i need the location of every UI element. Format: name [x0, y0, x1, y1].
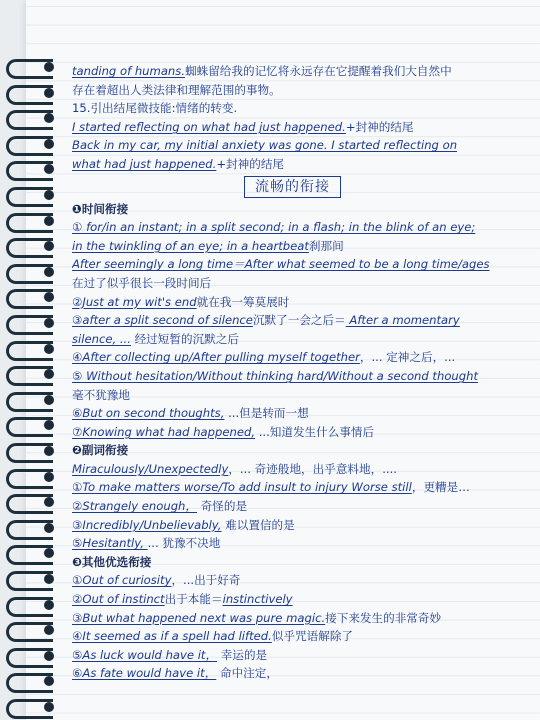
english-phrase: ⑤As luck would have it，	[72, 647, 218, 662]
chinese-text: 出于本能＝	[164, 592, 223, 607]
chinese-text: ，... 奇迹般地，出乎意料地，....	[228, 461, 397, 476]
ring-hole	[44, 267, 54, 277]
chinese-text: ，...出于好奇	[171, 573, 241, 588]
english-phrase: tanding of humans.	[72, 64, 185, 78]
list-item: ⑤ Without hesitation/Without thinking hard/Without a second thought	[72, 368, 479, 383]
chinese-text: 难以置信的是	[221, 517, 295, 532]
binding-ring	[6, 645, 58, 667]
chinese-text: 幸运的是	[217, 647, 268, 662]
binding-ring	[6, 133, 58, 155]
section-note: 15.引出结尾微技能:情绪的转变.	[72, 101, 238, 116]
section-title: 流畅的衔接	[244, 176, 341, 198]
ring-hole	[44, 446, 54, 456]
list-item: ① for/in an instant; in a split second; in a flash; in the blink of an eye;	[72, 220, 476, 235]
english-phrase: ⑤Hesitantly,	[72, 536, 148, 551]
english-phrase: ②Out of instinct	[72, 592, 165, 607]
list-item	[72, 330, 534, 349]
english-phrase: ③Incredibly/Unbelievably,	[72, 517, 222, 532]
list-item	[72, 311, 534, 330]
chinese-text: +封神的结尾	[216, 156, 285, 171]
english-phrase: ③But what happened next was pure magic.	[72, 610, 326, 625]
binding-ring	[6, 235, 58, 257]
binding-ring	[6, 568, 58, 590]
english-phrase: ⑦Knowing what had happened,	[72, 424, 256, 439]
notes-content	[72, 62, 534, 683]
english-phrase: I started reflecting on what had just happened.	[72, 119, 346, 134]
binding-ring	[6, 56, 58, 78]
note-line	[72, 62, 534, 81]
chinese-text: 蜘蛛留给我的记忆将永远存在它提醒着我们大自然中	[185, 64, 452, 78]
binding-ring	[6, 517, 58, 539]
spiral-binding	[0, 0, 60, 720]
binding-ring	[6, 440, 58, 462]
list-item	[72, 516, 534, 535]
english-phrase: ④It seemed as if a spell had lifted.	[72, 629, 272, 644]
list-item	[72, 590, 534, 609]
binding-ring	[6, 312, 58, 334]
chinese-text: 沉默了一会之后＝	[252, 313, 346, 328]
english-phrase: ⑥As fate would have it，	[72, 666, 217, 681]
english-phrase: Miraculously/Unexpectedly	[72, 461, 229, 476]
english-phrase: ⑥But on second thoughts,	[72, 406, 225, 421]
english-phrase: instinctively	[222, 592, 293, 607]
list-item	[72, 478, 534, 497]
ring-hole	[44, 472, 54, 482]
chinese-text: 接下来发生的非常奇妙	[325, 610, 442, 625]
chinese-text: 奇怪的是	[197, 499, 248, 514]
ring-hole	[44, 62, 54, 72]
note-line	[72, 155, 534, 174]
list-item	[72, 627, 534, 646]
english-phrase: ②Just at my wit's end	[72, 294, 197, 309]
ring-hole	[44, 600, 54, 610]
chinese-text: 经过短暂的沉默之后	[130, 331, 239, 346]
chinese-text: +封神的结尾	[345, 119, 414, 134]
binding-ring	[6, 389, 58, 411]
english-phrase: ④After collecting up/After pulling myself together	[72, 350, 360, 365]
ring-hole	[44, 216, 54, 226]
chinese-text: 毫不犹豫地	[72, 387, 130, 402]
ring-hole	[44, 318, 54, 328]
binding-ring	[6, 210, 58, 232]
list-item	[72, 423, 534, 442]
english-phrase: ③after a split second of silence	[72, 313, 253, 328]
chinese-text: ，... 定神之后，...	[359, 350, 456, 365]
binding-ring	[6, 286, 58, 308]
chinese-text: ...但是转而一想	[224, 406, 309, 421]
binding-ring	[6, 82, 58, 104]
chinese-text: 在过了似乎很长一段时间后	[72, 275, 212, 290]
chinese-text: ...知道发生什么事情后	[255, 424, 375, 439]
binding-ring	[6, 363, 58, 385]
ring-hole	[44, 523, 54, 533]
english-phrase: After a momentary	[345, 313, 460, 328]
list-item: After seemingly a long time＝After what seemed to be a long time/ages	[72, 257, 490, 272]
binding-ring	[6, 491, 58, 513]
note-line: 存在着超出人类法律和理解范围的事物。	[72, 82, 281, 97]
chinese-text: 命中注定，	[216, 666, 278, 681]
binding-ring	[6, 594, 58, 616]
list-item	[72, 609, 534, 628]
binding-ring	[6, 670, 58, 692]
list-item	[72, 460, 534, 479]
ring-hole	[44, 651, 54, 661]
binding-ring	[6, 184, 58, 206]
list-item	[72, 348, 534, 367]
english-phrase: ①Out of curiosity	[72, 573, 172, 588]
ring-hole	[44, 574, 54, 584]
english-phrase: in the twinkling of an eye; in a heartbeat	[72, 238, 309, 253]
ring-hole	[44, 139, 54, 149]
heading-adverb: ❷副词衔接	[72, 443, 129, 458]
english-phrase: what had just happened.	[72, 156, 217, 171]
binding-ring	[6, 619, 58, 641]
chinese-text: 刹那间	[308, 238, 344, 253]
binding-ring	[6, 466, 58, 488]
list-item	[72, 646, 534, 665]
ring-hole	[44, 88, 54, 98]
ring-hole	[44, 395, 54, 405]
binding-ring	[6, 542, 58, 564]
note-line: Back in my car, my initial anxiety was gone. I started reflecting on	[72, 138, 458, 153]
chinese-text: ... 犹豫不决地	[147, 536, 221, 551]
list-item	[72, 237, 534, 256]
note-line	[72, 118, 534, 137]
binding-ring	[6, 107, 58, 129]
english-phrase: ①To make matters worse/To add insult to injury Worse still	[72, 480, 412, 495]
binding-ring	[6, 158, 58, 180]
ring-hole	[44, 190, 54, 200]
ring-hole	[44, 344, 54, 354]
english-phrase: silence, ...	[72, 331, 131, 346]
list-item	[72, 497, 534, 516]
list-item	[72, 534, 534, 553]
heading-other: ❸其他优选衔接	[72, 554, 152, 569]
chinese-text: ，更糟是…	[411, 480, 470, 495]
heading-time: ❶时间衔接	[72, 201, 129, 216]
chinese-text: 似乎咒语解除了	[271, 629, 354, 644]
list-item	[72, 664, 534, 683]
binding-ring	[6, 696, 58, 718]
binding-ring	[6, 338, 58, 360]
english-phrase: ②Strangely enough，	[72, 499, 198, 514]
ring-hole	[44, 702, 54, 712]
chinese-text: 就在我一筹莫展时	[196, 294, 290, 309]
list-item	[72, 293, 534, 312]
list-item	[72, 571, 534, 590]
binding-ring	[6, 414, 58, 436]
list-item	[72, 404, 534, 423]
binding-ring	[6, 261, 58, 283]
